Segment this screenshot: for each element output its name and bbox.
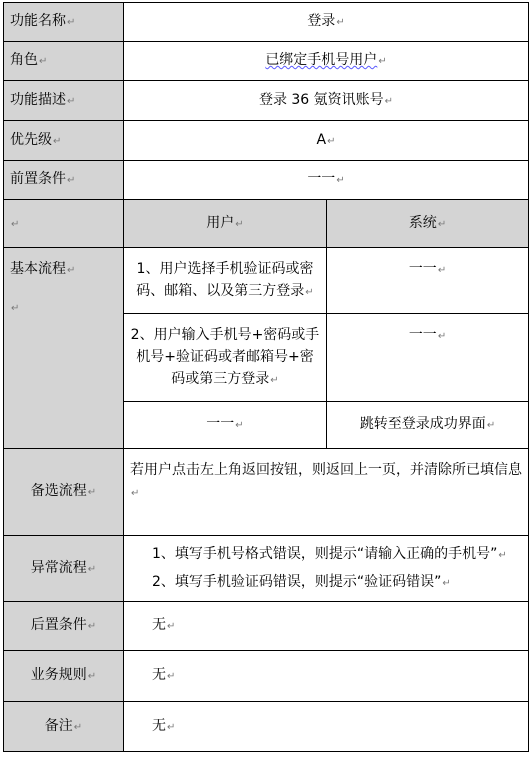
value-alt-flow: 若用户点击左上角返回按钮，则返回上一页，并清除所已填信息 ↵ (124, 449, 529, 536)
value-description: 登录 36 氪资讯账号↵ (124, 81, 529, 121)
row-business-rules (4, 651, 529, 702)
value-postcondition: 无↵ (124, 602, 529, 651)
flow-step-system: 一一↵ (327, 248, 529, 314)
row-precondition (4, 161, 529, 200)
label-description: 功能描述↵ (4, 81, 124, 121)
row-description (4, 81, 529, 121)
value-notes: 无↵ (124, 702, 529, 752)
label-function-name: 功能名称↵ (4, 3, 124, 42)
flow-step-system: 一一↵ (327, 314, 529, 402)
value-role: 已绑定手机号用户↵ (124, 42, 529, 81)
use-case-table (3, 2, 529, 752)
row-alt-flow (4, 449, 529, 536)
label-role: 角色↵ (4, 42, 124, 81)
label-notes: 备注↵ (4, 702, 124, 752)
row-notes (4, 702, 529, 752)
row-function-name (4, 3, 529, 42)
label-alt-flow: 备选流程↵ (4, 449, 124, 536)
value-precondition: 一一↵ (124, 161, 529, 200)
flow-step-user: 2、用户输入手机号+密码或手机号+验证码或者邮箱号+密码或第三方登录↵ (124, 314, 327, 402)
flow-header-user: 用户↵ (124, 200, 327, 248)
label-postcondition: 后置条件↵ (4, 602, 124, 651)
label-exception-flow: 异常流程↵ (4, 536, 124, 602)
flow-header-blank: ↵ (4, 200, 124, 248)
flow-header-system: 系统↵ (327, 200, 529, 248)
flow-step-user: 1、用户选择手机验证码或密码、邮箱、以及第三方登录↵ (124, 248, 327, 314)
exception-item: 1、填写手机号格式错误，则提示“请输入正确的手机号”↵ (152, 545, 507, 562)
exception-item: 2、填写手机验证码错误，则提示“验证码错误”↵ (152, 573, 451, 590)
flow-step-user: 一一↵ (124, 402, 327, 449)
label-basic-flow: 基本流程↵ ↵ (4, 248, 124, 449)
flow-step-row (4, 248, 529, 314)
value-exception-flow (124, 536, 529, 602)
row-priority (4, 121, 529, 161)
label-precondition: 前置条件↵ (4, 161, 124, 200)
value-function-name: 登录↵ (124, 3, 529, 42)
row-flow-header (4, 200, 529, 248)
value-business-rules: 无↵ (124, 651, 529, 702)
value-priority: A↵ (124, 121, 529, 161)
flow-step-system: 跳转至登录成功界面↵ (327, 402, 529, 449)
label-business-rules: 业务规则↵ (4, 651, 124, 702)
label-priority: 优先级↵ (4, 121, 124, 161)
row-postcondition (4, 602, 529, 651)
row-exception-flow (4, 536, 529, 602)
row-role (4, 42, 529, 81)
